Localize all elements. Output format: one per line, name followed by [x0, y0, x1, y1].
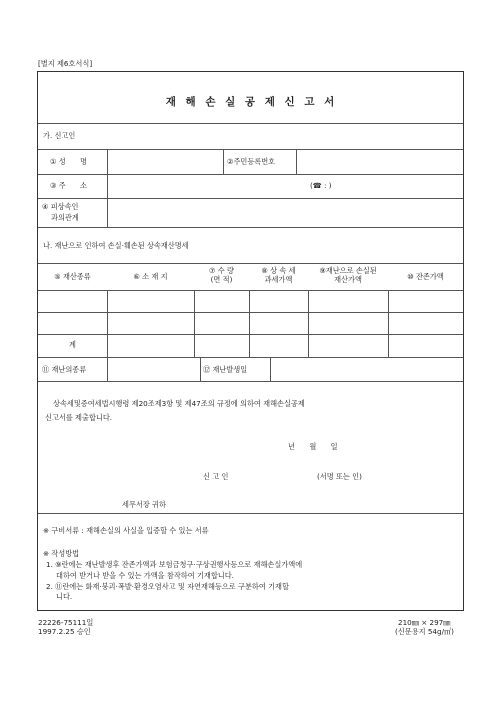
- col-loss-value-1: ⑨재난으로 손실된: [319, 266, 377, 275]
- rule: [38, 334, 463, 335]
- section-property: 나. 재난으로 인하여 손실·훼손된 상속재산명세: [43, 241, 189, 250]
- col-residual-value: ⑩ 잔존가액: [407, 272, 444, 281]
- method-title: ※ 작성방법: [43, 549, 80, 558]
- id-number-field[interactable]: [297, 150, 462, 173]
- paper-size: 210㎜ × 297㎜: [398, 618, 451, 627]
- disaster-date-field[interactable]: [271, 358, 462, 380]
- rule: [200, 357, 201, 381]
- heir-relation-label-2: 과의관계: [51, 213, 79, 222]
- disaster-date-label: ⑫ 재난발생일: [203, 365, 248, 374]
- rule: [38, 513, 463, 514]
- rule: [38, 381, 463, 382]
- col-loss-value-2: 재산가액: [334, 275, 362, 284]
- disaster-type-field[interactable]: [108, 358, 199, 380]
- method-1-line-1: 1. ⑨란에는 재난발생후 잔존가액과 보험금청구·구상권행사등으로 재해손실가액에: [46, 560, 303, 569]
- phone-hint: (☎ : ): [310, 181, 332, 190]
- disaster-type-label: ⑪ 재난의종류: [42, 365, 87, 374]
- form-code: 22226-75111일: [38, 618, 94, 627]
- rule: [38, 227, 463, 228]
- method-2-line-1: 2. ⑪란에는 화재·붕괴·폭발·환경오염사고 및 자연재해등으로 구분하여 기재할: [46, 582, 289, 591]
- rule: [388, 290, 389, 357]
- rule: [38, 263, 463, 264]
- rule: [249, 290, 250, 357]
- method-1-line-2: 대하여 받거나 받을 수 있는 가액을 참작하여 기재합니다.: [56, 571, 234, 580]
- col-taxable-2: 과세가액: [264, 275, 293, 284]
- heir-relation-field[interactable]: [108, 199, 462, 226]
- report-form: [37, 71, 464, 611]
- col-property-type: ⑤ 재산종류: [54, 272, 91, 281]
- date-line: 년 월 일: [288, 442, 338, 451]
- rule: [38, 123, 463, 124]
- col-quantity-2: (면 적): [210, 275, 233, 284]
- col-taxable-1: ⑧ 상 속 세: [261, 266, 296, 275]
- rule: [38, 290, 463, 291]
- rule: [194, 290, 195, 357]
- col-quantity-1: ⑦ 수 량: [209, 266, 234, 275]
- rule: [308, 290, 309, 357]
- paper-type: (신문용지 54g/㎡): [395, 627, 454, 636]
- address-label: ③ 주 소: [50, 181, 87, 190]
- form-title: 재 해 손 실 공 제 신 고 서: [165, 96, 338, 108]
- id-number-label: ②주민등록번호: [227, 157, 276, 166]
- name-field[interactable]: [108, 150, 222, 173]
- col-location: ⑥ 소 재 지: [133, 272, 168, 281]
- rule: [223, 149, 224, 174]
- applicant-label: 신 고 인: [203, 472, 229, 481]
- recipient: 세무서장 귀하: [122, 500, 166, 509]
- name-label: ① 성 명: [50, 157, 87, 166]
- approval-date: 1997.2.25 승인: [38, 627, 91, 636]
- total-label: 계: [69, 340, 76, 349]
- method-2-line-2: 니다.: [56, 592, 73, 601]
- address-field[interactable]: [108, 175, 462, 197]
- declaration-line-1: 상속세및증여세법시행령 제20조제3항 및 제47조의 규정에 의하여 재해손실공제: [53, 399, 305, 408]
- form-number: [별지 제6호서식]: [38, 59, 93, 68]
- heir-relation-label-1: ④ 피상속인: [42, 202, 79, 211]
- declaration-line-2: 신고서를 제출합니다.: [45, 413, 113, 422]
- required-documents: ※ 구비서류 : 재해손실의 사실을 입증할 수 있는 서류: [43, 526, 209, 535]
- section-applicant: 가. 신고인: [43, 131, 76, 140]
- rule: [38, 312, 463, 313]
- signature-label: (서명 또는 인): [317, 472, 362, 481]
